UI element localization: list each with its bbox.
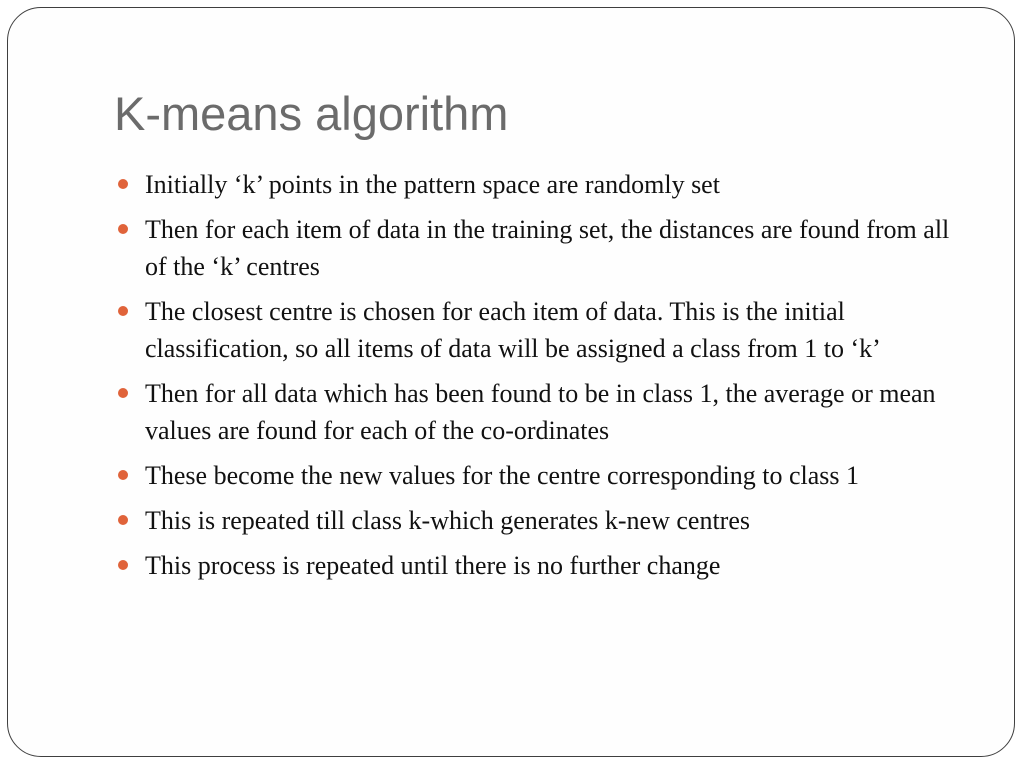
bullet-item <box>118 293 968 367</box>
bullet-item <box>118 166 968 203</box>
bullet-text: Initially ‘k’ points in the pattern space are randomly set <box>145 170 720 199</box>
bullet-text: These become the new values for the centre corresponding to class 1 <box>145 461 860 490</box>
bullet-text: This is repeated till class k-which generates k-new centres <box>145 506 750 535</box>
bullet-text: The closest centre is chosen for each item of data. This is the initial classification, so all items of data will be assigned a class from 1 to ‘k’ <box>145 297 881 363</box>
bullet-item <box>118 211 968 285</box>
bullet-dot-icon <box>118 388 128 398</box>
bullet-list <box>118 166 968 592</box>
bullet-dot-icon <box>118 306 128 316</box>
bullet-item <box>118 502 968 539</box>
slide-title: K-means algorithm <box>114 87 509 140</box>
bullet-text: Then for all data which has been found to be in class 1, the average or mean values are found for each of the co-ordinates <box>145 379 936 445</box>
bullet-dot-icon <box>118 470 128 480</box>
bullet-item <box>118 457 968 494</box>
bullet-dot-icon <box>118 515 128 525</box>
bullet-dot-icon <box>118 179 128 189</box>
bullet-dot-icon <box>118 560 128 570</box>
bullet-dot-icon <box>118 224 128 234</box>
bullet-item <box>118 547 968 584</box>
bullet-text: This process is repeated until there is no further change <box>145 551 721 580</box>
bullet-text: Then for each item of data in the training set, the distances are found from all of the ‘k’ centres <box>145 215 950 281</box>
bullet-item <box>118 375 968 449</box>
